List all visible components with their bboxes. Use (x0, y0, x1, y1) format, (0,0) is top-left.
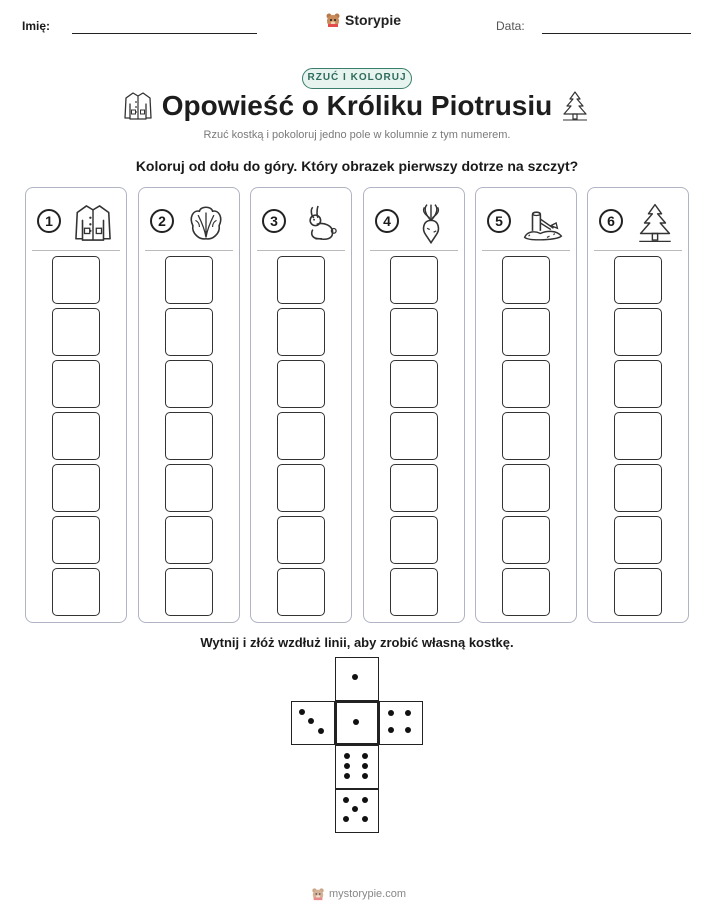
column-4 (363, 187, 465, 623)
color-cell[interactable] (165, 256, 213, 304)
color-cell[interactable] (390, 464, 438, 512)
column-divider (482, 250, 570, 251)
color-cell[interactable] (614, 308, 662, 356)
dice-pip (362, 763, 368, 769)
color-cell[interactable] (390, 516, 438, 564)
dice-face-3 (291, 701, 335, 745)
dice-pip (353, 719, 359, 725)
color-cell[interactable] (277, 464, 325, 512)
color-cell[interactable] (614, 568, 662, 616)
color-cell[interactable] (277, 360, 325, 408)
bear-logo-icon (325, 12, 341, 28)
column-number: 5 (487, 209, 511, 233)
dice-pip (362, 816, 368, 822)
dice-pip (343, 797, 349, 803)
dice-face-4 (379, 701, 423, 745)
color-cell[interactable] (502, 412, 550, 460)
dice-face-1 (335, 657, 379, 701)
subtitle: Rzuć kostką i pokoloruj jedno pole w kolumnie z tym numerem. (203, 129, 511, 141)
color-cell[interactable] (165, 568, 213, 616)
color-cell[interactable] (165, 412, 213, 460)
column-header (139, 200, 239, 248)
color-cell[interactable] (502, 464, 550, 512)
column-header (364, 200, 464, 248)
color-cell[interactable] (502, 516, 550, 564)
dice-pip (405, 727, 411, 733)
column-5 (475, 187, 577, 623)
column-header (476, 200, 576, 248)
color-cell[interactable] (52, 360, 100, 408)
color-cell[interactable] (52, 464, 100, 512)
color-cell[interactable] (502, 256, 550, 304)
dice-pip (344, 753, 350, 759)
column-2 (138, 187, 240, 623)
column-number: 3 (262, 209, 286, 233)
column-header (588, 200, 688, 248)
color-cell[interactable] (277, 516, 325, 564)
column-divider (257, 250, 345, 251)
column-divider (145, 250, 233, 251)
color-cell[interactable] (390, 412, 438, 460)
color-cell[interactable] (390, 568, 438, 616)
footer (311, 887, 406, 901)
bear-logo-icon (311, 887, 325, 901)
fir-tree-icon (632, 202, 678, 244)
color-cell[interactable] (165, 464, 213, 512)
column-divider (32, 250, 120, 251)
color-cell[interactable] (165, 360, 213, 408)
column-number: 4 (375, 209, 399, 233)
brand-name: Storypie (345, 12, 402, 28)
activity-badge: RZUĆ I KOLORUJ (302, 68, 412, 89)
dice-pip (362, 753, 368, 759)
fir-tree-icon (560, 90, 590, 122)
column-header (251, 200, 351, 248)
color-cell[interactable] (165, 516, 213, 564)
column-divider (370, 250, 458, 251)
dice-pip (299, 709, 305, 715)
color-cell[interactable] (614, 464, 662, 512)
page-title: Opowieść o Króliku Piotrusiu (161, 90, 553, 121)
footer-url: mystorypie.com (329, 888, 407, 900)
color-cell[interactable] (614, 516, 662, 564)
color-cell[interactable] (277, 568, 325, 616)
color-cell[interactable] (390, 308, 438, 356)
brand-logo (325, 12, 401, 28)
color-cell[interactable] (52, 412, 100, 460)
dice-pip (405, 710, 411, 716)
dice-pip (308, 718, 314, 724)
name-line (72, 33, 257, 34)
column-3 (250, 187, 352, 623)
name-label: Imię: (22, 19, 51, 33)
dice-pip (388, 727, 394, 733)
color-cell[interactable] (277, 256, 325, 304)
column-number: 6 (599, 209, 623, 233)
date-line (542, 33, 691, 34)
dice-pip (343, 816, 349, 822)
dice-face-center (335, 701, 379, 745)
color-cell[interactable] (390, 256, 438, 304)
color-cell[interactable] (502, 568, 550, 616)
watering-can-icon (520, 202, 566, 244)
column-1 (25, 187, 127, 623)
dice-pip (352, 674, 358, 680)
dice-pip (344, 773, 350, 779)
jacket-icon (70, 202, 116, 244)
dice-pip (362, 773, 368, 779)
color-cell[interactable] (52, 256, 100, 304)
dice-instruction: Wytnij i złóż wzdłuż linii, aby zrobić własną kostkę. (200, 635, 514, 650)
column-6 (587, 187, 689, 623)
lettuce-icon (183, 202, 229, 244)
color-cell[interactable] (52, 308, 100, 356)
color-cell[interactable] (390, 360, 438, 408)
color-cell[interactable] (614, 412, 662, 460)
dice-pip (318, 728, 324, 734)
column-divider (594, 250, 682, 251)
column-number: 1 (37, 209, 61, 233)
color-cell[interactable] (52, 568, 100, 616)
dice-pip (352, 806, 358, 812)
rabbit-icon (295, 202, 341, 244)
color-cell[interactable] (277, 412, 325, 460)
dice-pip (362, 797, 368, 803)
color-cell[interactable] (52, 516, 100, 564)
column-number: 2 (150, 209, 174, 233)
column-header (26, 200, 126, 248)
color-cell[interactable] (502, 360, 550, 408)
dice-pip (344, 763, 350, 769)
color-cell[interactable] (614, 360, 662, 408)
color-cell[interactable] (614, 256, 662, 304)
dice-face-6 (335, 745, 379, 789)
radish-icon (408, 202, 454, 244)
dice-face-5 (335, 789, 379, 833)
color-cell[interactable] (277, 308, 325, 356)
dice-pip (388, 710, 394, 716)
date-label: Data: (496, 19, 525, 33)
color-cell[interactable] (502, 308, 550, 356)
instruction: Koloruj od dołu do góry. Który obrazek pierwszy dotrze na szczyt? (135, 158, 579, 174)
color-cell[interactable] (165, 308, 213, 356)
